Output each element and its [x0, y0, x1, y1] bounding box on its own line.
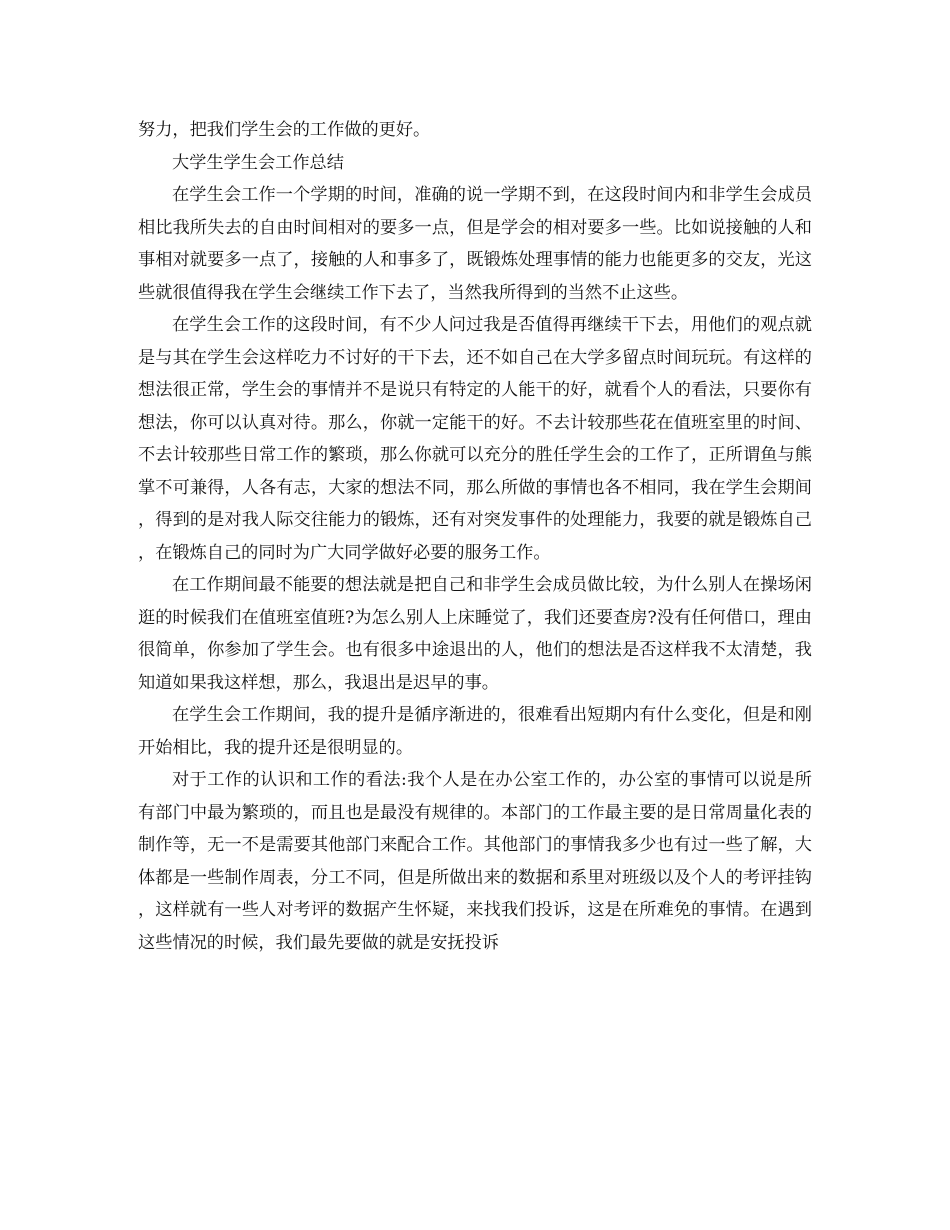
paragraph-2: 在学生会工作的这段时间，有不少人问过我是否值得再继续干下去，用他们的观点就是与其在学生会这样吃力不讨好的干下去，还不如自己在大学多留点时间玩玩。有这样的想法很正常，学生会的事情并不是说只有特定的人能干的好，就看个人的看法，只要你有想法，你可以认真对待。那么，你就一定能干的好。不去计较那些花在值班室里的时间、不去计较那些日常工作的繁琐，那么你就可以充分的胜任学生会的工作了，正所谓鱼与熊掌不可兼得，人各有志，大家的想法不同，那么所做的事情也各不相同，我在学生会期间，得到的是对我人际交往能力的锻炼，还有对突发事件的处理能力，我要的就是锻炼自己，在锻炼自己的同时为广大同学做好必要的服务工作。 [138, 315, 812, 563]
continuation-paragraph: 努力，把我们学生会的工作做的更好。 [138, 120, 431, 140]
paragraph-4: 在学生会工作期间，我的提升是循序渐进的，很难看出短期内有什么变化，但是和刚开始相比，我的提升还是很明显的。 [138, 705, 812, 758]
paragraph-1: 在学生会工作一个学期的时间，准确的说一学期不到，在这段时间内和非学生会成员相比我所失去的自由时间相对的要多一点，但是学会的相对要多一些。比如说接触的人和事相对就要多一点了，接触的人和事多了，既锻炼处理事情的能力也能更多的交友，光这些就很值得我在学生会继续工作下去了，当然我所得到的当然不止这些。 [138, 185, 812, 303]
section-title: 大学生学生会工作总结 [172, 152, 344, 173]
paragraph-5: 对于工作的认识和工作的看法:我个人是在办公室工作的，办公室的事情可以说是所有部门中最为繁琐的，而且也是最没有规律的。本部门的工作最主要的是日常周量化表的制作等，无一不是需要其他部门来配合工作。其他部门的事情我多少也有过一些了解，大体都是一些制作周表，分工不同，但是所做出来的数据和系里对班级以及个人的考评挂钩，这样就有一些人对考评的数据产生怀疑，来找我们投诉，这是在所难免的事情。在遇到这些情况的时候，我们最先要做的就是安抚投诉 [138, 770, 812, 953]
document-body [138, 114, 812, 959]
paragraph-3: 在工作期间最不能要的想法就是把自己和非学生会成员做比较，为什么别人在操场闲逛的时候我们在值班室值班?为怎么别人上床睡觉了，我们还要查房?没有任何借口，理由很简单，你参加了学生会。也有很多中途退出的人，他们的想法是否这样我不太清楚，我知道如果我这样想，那么，我退出是迟早的事。 [138, 575, 812, 693]
